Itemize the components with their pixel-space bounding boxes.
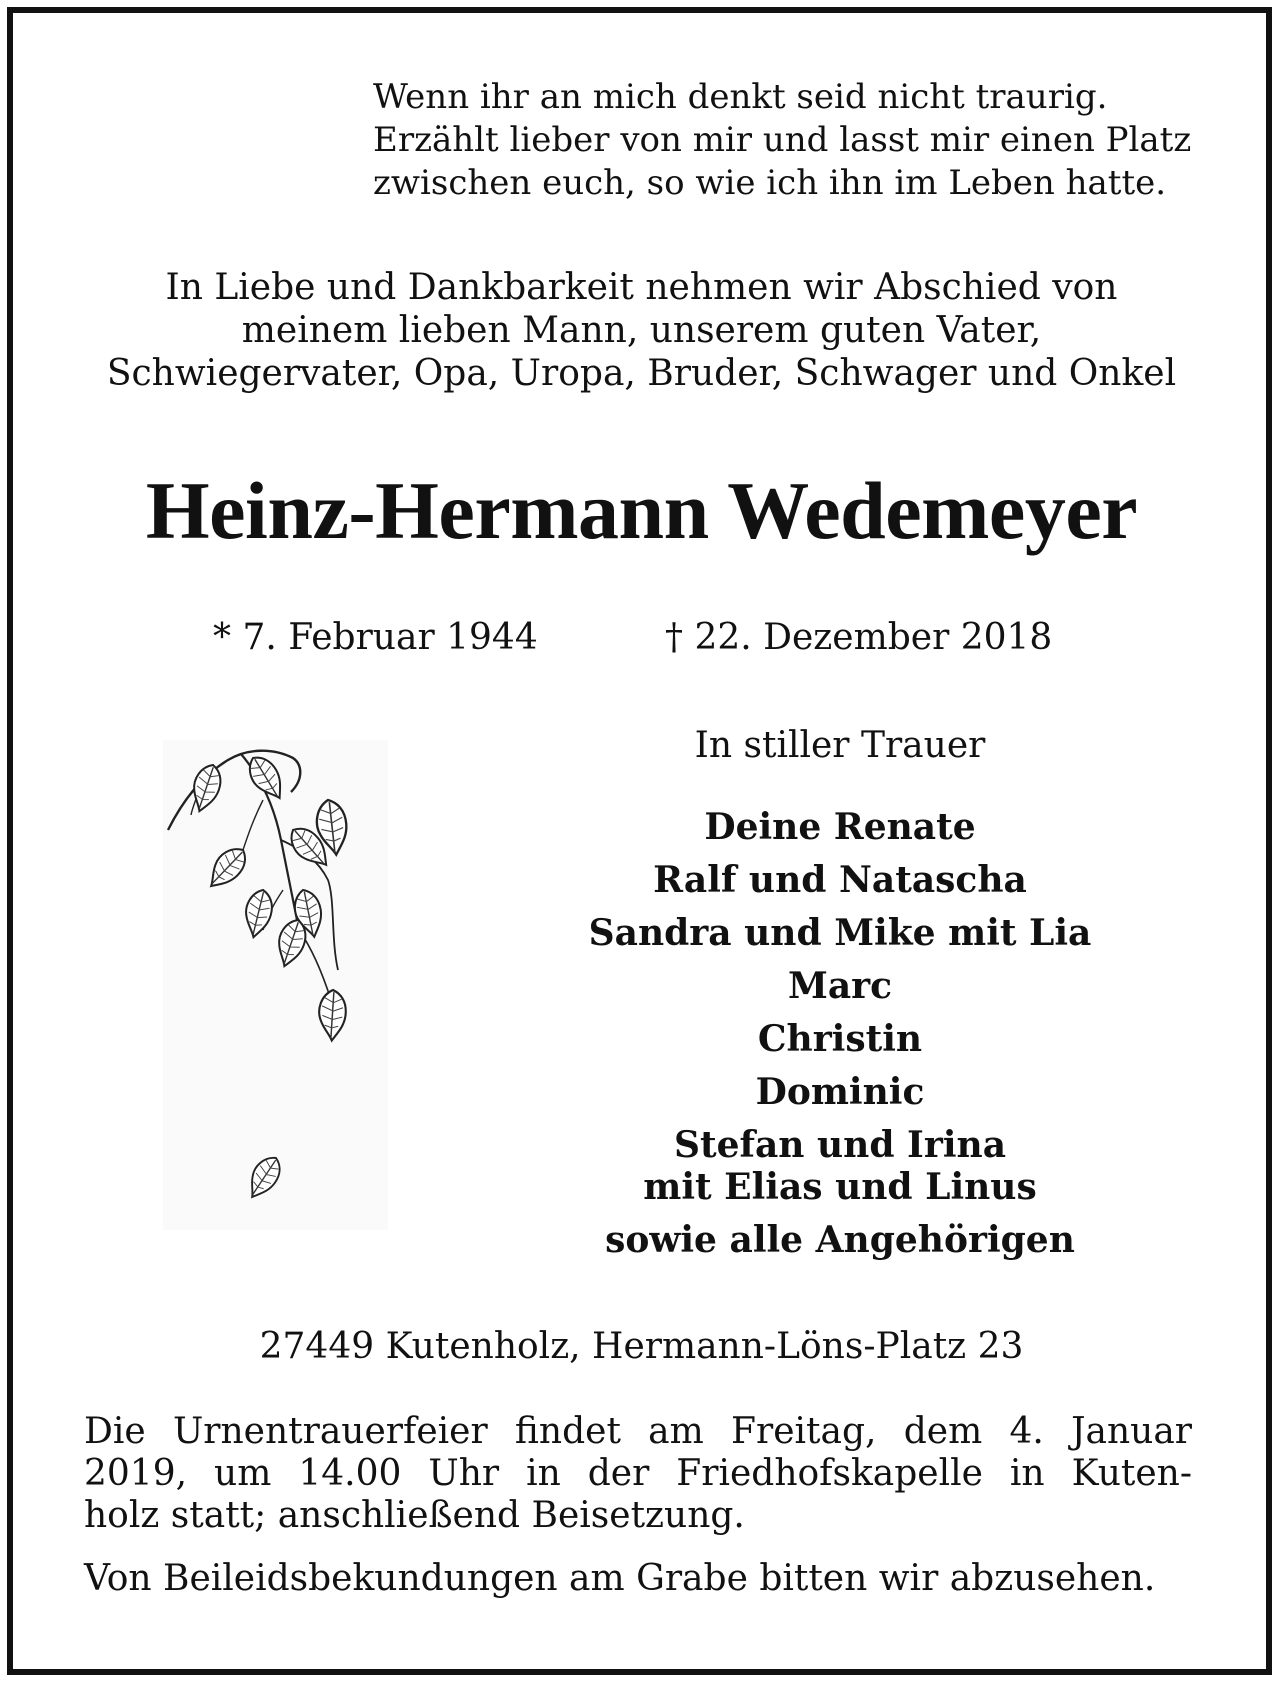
deceased-name: Heinz-Hermann Wedemeyer [145, 465, 1138, 556]
family-address: 27449 Kutenholz, Hermann-Löns-Platz 23 [259, 1326, 1024, 1367]
death-date: † 22. Dezember 2018 [665, 617, 1053, 658]
mourning-heading: In stiller Trauer [694, 725, 986, 766]
intro-line: Schwiegervater, Opa, Uropa, Bruder, Schwager und Onkel [106, 353, 1177, 394]
family-member: Dominic [755, 1071, 925, 1113]
family-member: sowie alle Angehörigen [605, 1219, 1075, 1261]
intro-line: meinem lieben Mann, unserem guten Vater, [241, 310, 1042, 351]
family-member: Deine Renate [704, 806, 976, 848]
motto-line: zwischen euch, so wie ich ihn im Leben hatte. [373, 163, 1167, 203]
family-member: Stefan und Irina [673, 1124, 1007, 1166]
motto-line: Wenn ihr an mich denkt seid nicht traurig. [373, 77, 1108, 117]
motto-line: Erzählt lieber von mir und lasst mir einen Platz [373, 120, 1192, 160]
funeral-line: 2019, um 14.00 Uhr in der Friedhofskapelle in Kuten- [84, 1453, 1192, 1494]
birth-date: * 7. Februar 1944 [213, 617, 538, 658]
funeral-notice [84, 1411, 1192, 1537]
birch-branch-icon [163, 740, 388, 1230]
funeral-line: holz statt; anschließend Beisetzung. [84, 1495, 745, 1536]
motto-verse [373, 76, 1213, 205]
family-member: Marc [787, 965, 893, 1007]
family-member: Sandra und Mike mit Lia [588, 912, 1092, 954]
farewell-intro [30, 266, 1253, 395]
funeral-line: Die Urnentrauerfeier findet am Freitag, dem 4. Januar [84, 1411, 1192, 1452]
intro-line: In Liebe und Dankbarkeit nehmen wir Abschied von [165, 267, 1118, 308]
family-member: Ralf und Natascha [653, 859, 1027, 901]
family-list [560, 806, 1120, 1272]
condolence-note: Von Beileidsbekundungen am Grabe bitten wir abzusehen. [84, 1558, 1156, 1599]
family-member: mit Elias und Linus [643, 1166, 1037, 1208]
family-member: Christin [757, 1018, 923, 1060]
